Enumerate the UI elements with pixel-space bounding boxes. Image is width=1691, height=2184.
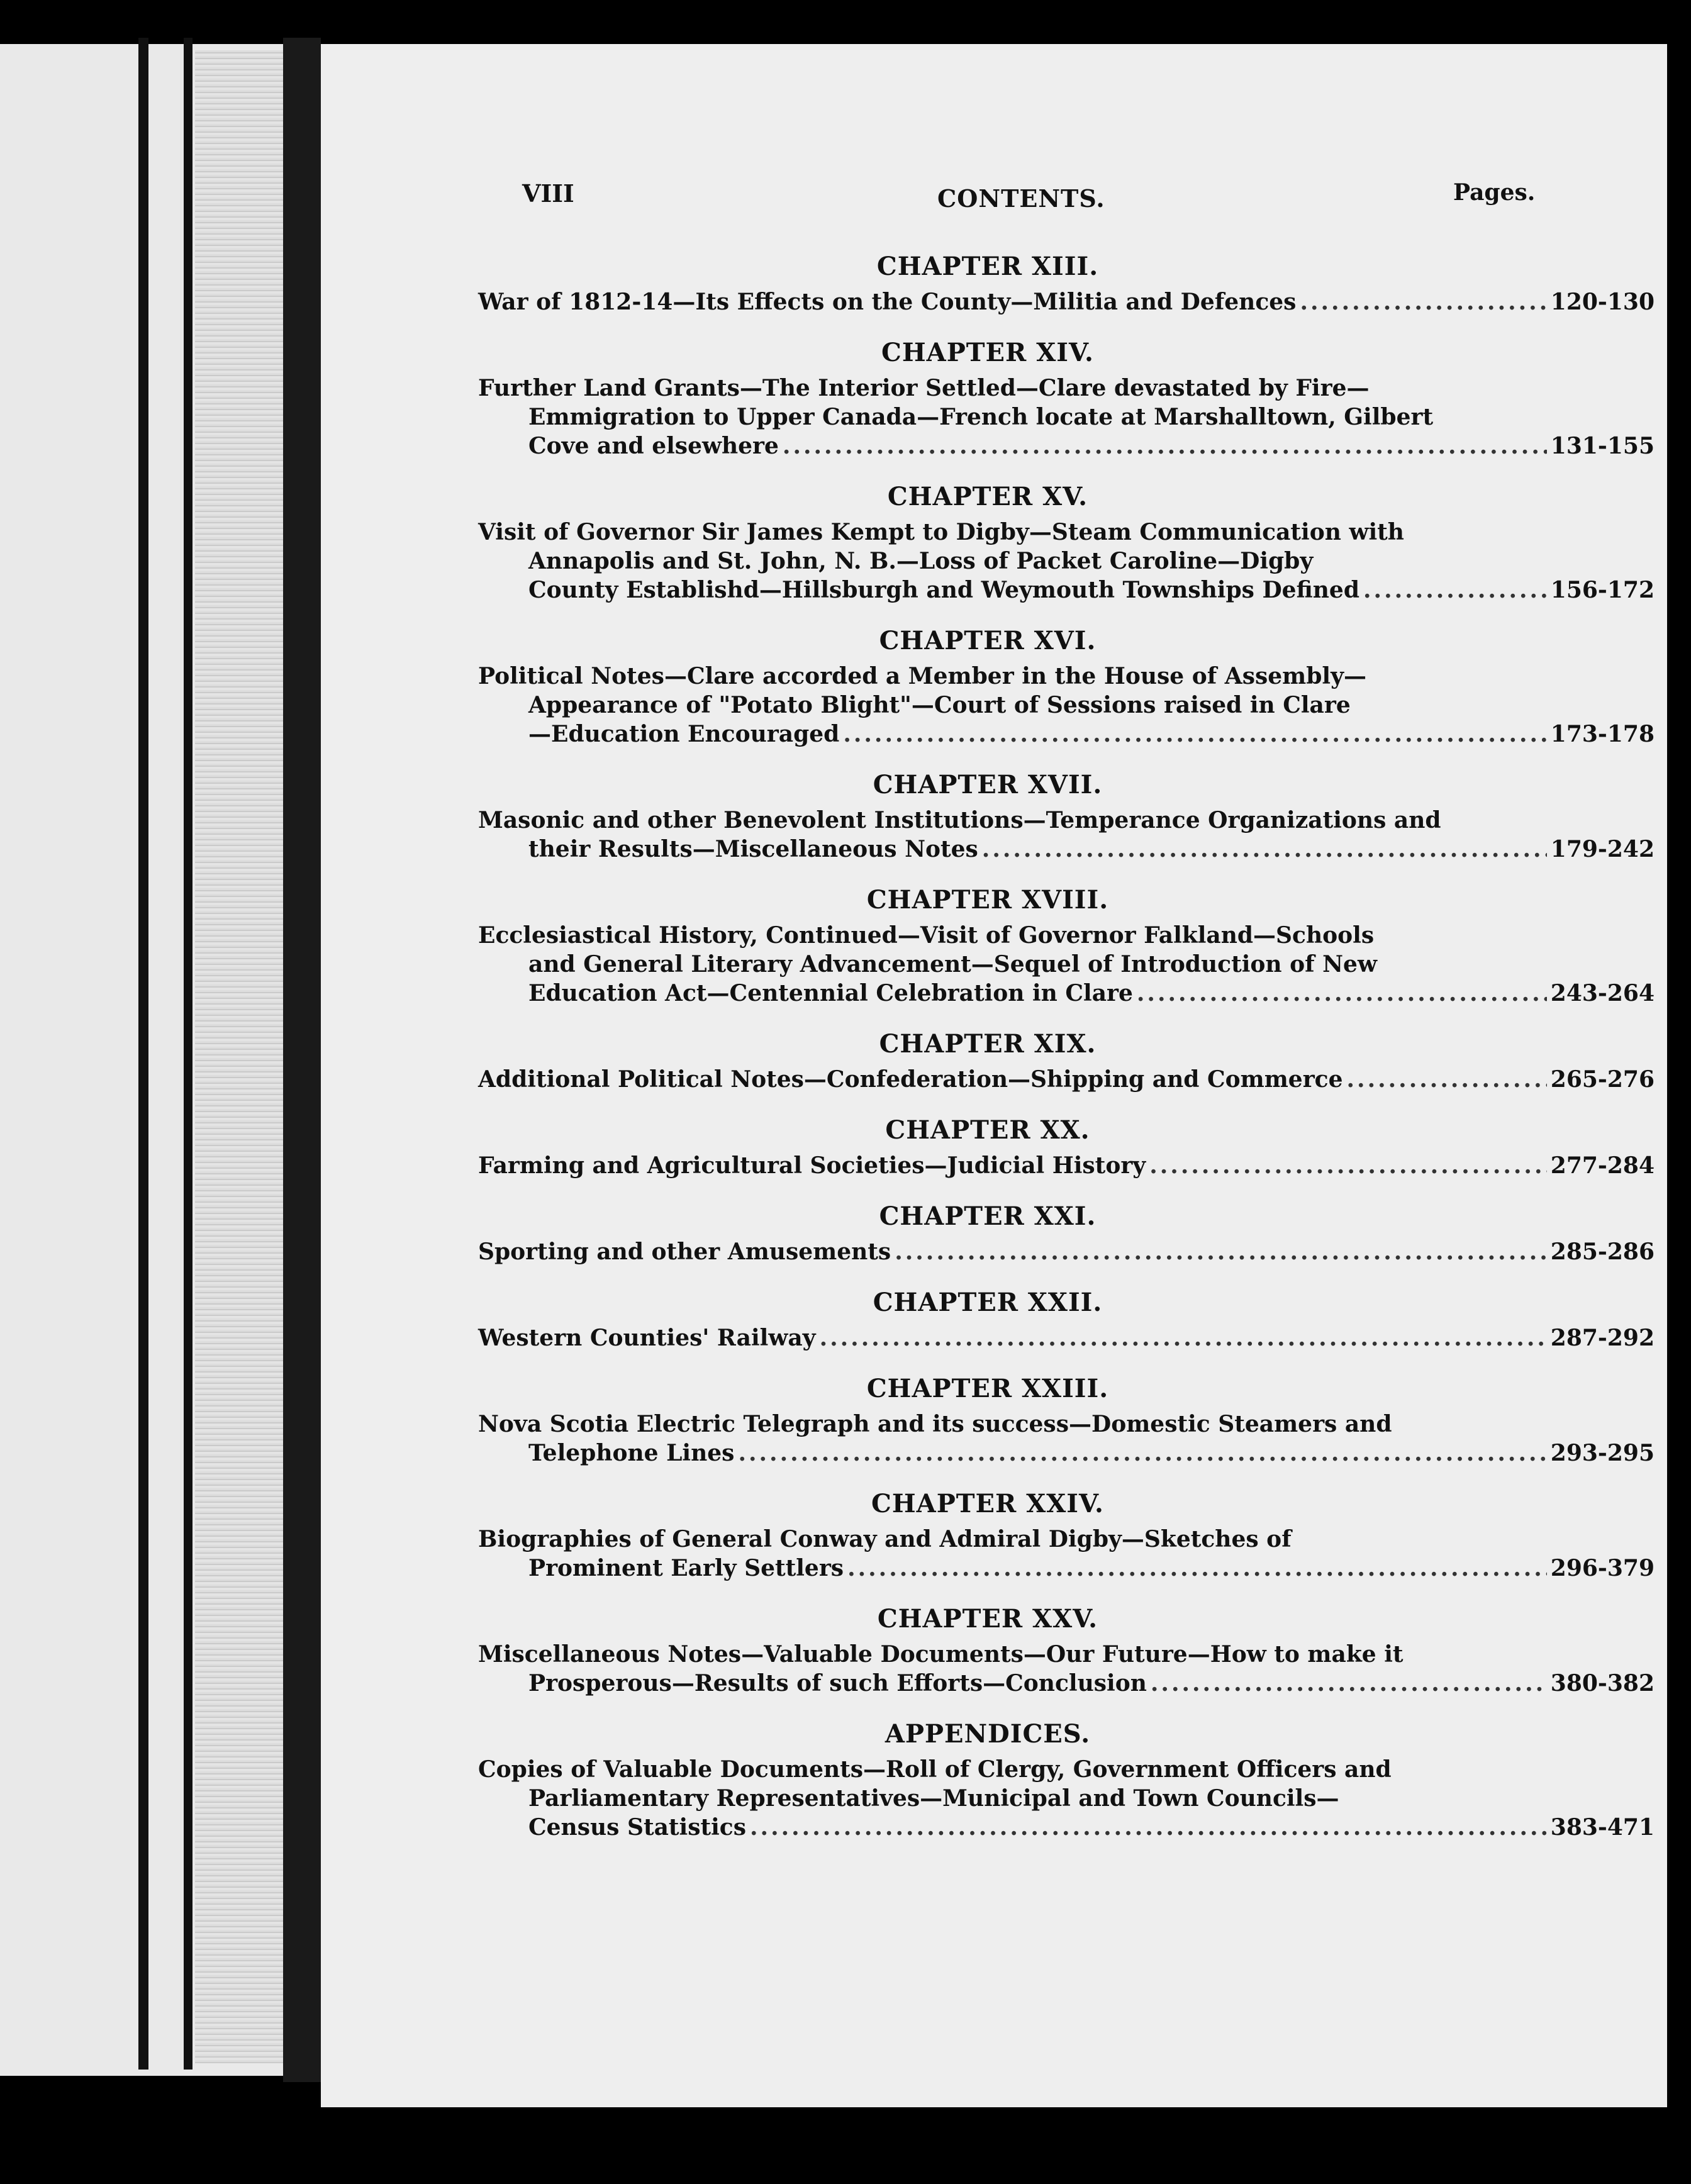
chapter-heading: CHAPTER XXI. <box>879 1201 1097 1231</box>
page-range: 265-276 <box>1550 1066 1655 1093</box>
table-of-contents <box>478 252 1655 1863</box>
description-line <box>478 1065 1655 1094</box>
dot-leader <box>847 1554 1547 1583</box>
toc-entry <box>478 1288 1655 1352</box>
description-text: Census Statistics <box>528 1814 746 1841</box>
description-line <box>478 1669 1655 1698</box>
chapter-heading: CHAPTER XVII. <box>873 770 1103 800</box>
page-range: 285-286 <box>1550 1239 1655 1265</box>
description-line <box>478 518 1655 547</box>
chapter-description <box>478 1640 1655 1698</box>
page-gutter-shadow <box>195 50 283 2063</box>
chapter-heading: CHAPTER XXV. <box>877 1604 1098 1634</box>
description-line <box>478 1755 1655 1784</box>
toc-entry <box>478 338 1655 460</box>
description-line <box>478 432 1655 460</box>
description-text: Prominent Early Settlers <box>528 1555 844 1581</box>
book-spine-shadow <box>283 38 321 2082</box>
dot-leader <box>1151 1669 1547 1698</box>
dot-leader <box>1149 1151 1547 1180</box>
chapter-description <box>478 806 1655 864</box>
description-text: Annapolis and St. John, N. B.—Loss of Packet Caroline—Digby <box>528 548 1314 574</box>
chapter-heading: CHAPTER XIX. <box>879 1029 1097 1059</box>
page-range: 179-242 <box>1550 836 1655 862</box>
toc-entry <box>478 770 1655 864</box>
description-line <box>478 720 1655 749</box>
description-text: and General Literary Advancement—Sequel of Introduction of New <box>528 951 1377 978</box>
description-line <box>478 403 1655 432</box>
film-edge-line <box>184 38 193 2070</box>
chapter-description <box>478 1237 1655 1266</box>
description-text: Nova Scotia Electric Telegraph and its success—Domestic Steamers and <box>478 1411 1392 1437</box>
chapter-description <box>478 1323 1655 1352</box>
toc-entry <box>478 885 1655 1008</box>
description-text: Telephone Lines <box>528 1440 735 1466</box>
description-text: their Results—Miscellaneous Notes <box>528 836 978 862</box>
page-range: 383-471 <box>1550 1814 1655 1841</box>
page-range: 287-292 <box>1550 1325 1655 1351</box>
description-text: Farming and Agricultural Societies—Judicial History <box>478 1152 1146 1179</box>
chapter-heading: CHAPTER XXII. <box>873 1288 1103 1317</box>
description-text: County Establishd—Hillsburgh and Weymouth Townships Defined <box>528 577 1359 603</box>
description-line <box>478 806 1655 835</box>
chapter-description <box>478 287 1655 316</box>
description-line <box>478 576 1655 604</box>
chapter-description <box>478 374 1655 460</box>
page-range: 380-382 <box>1550 1670 1655 1696</box>
chapter-heading: APPENDICES. <box>885 1719 1091 1749</box>
page-range: 156-172 <box>1550 577 1655 603</box>
description-text: —Education Encouraged <box>528 721 840 747</box>
page-range: 243-264 <box>1550 980 1655 1006</box>
description-line <box>478 1410 1655 1439</box>
dot-leader <box>1300 287 1546 316</box>
page-range: 293-295 <box>1550 1440 1655 1466</box>
description-text: Parliamentary Representatives—Municipal and Town Councils— <box>528 1785 1339 1812</box>
description-text: Sporting and other Amusements <box>478 1239 891 1265</box>
toc-entry <box>478 252 1655 316</box>
dot-leader <box>1137 979 1547 1008</box>
description-text: Copies of Valuable Documents—Roll of Clergy, Government Officers and <box>478 1756 1392 1783</box>
description-text: Appearance of "Potato Blight"—Court of Sessions raised in Clare <box>528 692 1351 718</box>
chapter-heading: CHAPTER XX. <box>885 1115 1090 1145</box>
chapter-heading: CHAPTER XV. <box>887 482 1088 511</box>
chapter-description <box>478 1525 1655 1583</box>
description-line <box>478 287 1655 316</box>
description-line <box>478 662 1655 691</box>
toc-entry <box>478 482 1655 604</box>
chapter-heading: CHAPTER XIII. <box>876 252 1099 281</box>
description-line <box>478 1784 1655 1813</box>
description-text: Prosperous—Results of such Efforts—Conclusion <box>528 1670 1147 1696</box>
toc-entry <box>478 1489 1655 1583</box>
chapter-heading: CHAPTER XXIV. <box>871 1489 1104 1518</box>
description-text: Biographies of General Conway and Admiral Digby—Sketches of <box>478 1526 1292 1552</box>
description-text: Further Land Grants—The Interior Settled—Clare devastated by Fire— <box>478 375 1370 401</box>
description-line <box>478 1640 1655 1669</box>
description-text: Western Counties' Railway <box>478 1325 816 1351</box>
toc-entry <box>478 1029 1655 1094</box>
description-line <box>478 979 1655 1008</box>
page-range: 120-130 <box>1550 289 1655 315</box>
page-range: 277-284 <box>1550 1152 1655 1179</box>
description-line <box>478 547 1655 576</box>
description-line <box>478 691 1655 720</box>
description-line <box>478 835 1655 864</box>
toc-entry <box>478 626 1655 749</box>
chapter-description <box>478 662 1655 749</box>
description-text: War of 1812-14—Its Effects on the County—Militia and Defences <box>478 289 1297 315</box>
chapter-description <box>478 921 1655 1008</box>
dot-leader <box>1347 1065 1547 1094</box>
running-title: CONTENTS. <box>937 184 1105 213</box>
chapter-description <box>478 1410 1655 1468</box>
dot-leader <box>738 1439 1546 1468</box>
dot-leader <box>895 1237 1547 1266</box>
page-number: VIII <box>522 179 574 208</box>
description-text: Masonic and other Benevolent Institutions—Temperance Organizations and <box>478 807 1441 833</box>
book-page <box>321 44 1667 2107</box>
page-range: 296-379 <box>1550 1555 1655 1581</box>
description-line <box>478 374 1655 403</box>
dot-leader <box>1363 576 1547 604</box>
page-header <box>321 179 1667 217</box>
dot-leader <box>750 1813 1547 1842</box>
chapter-heading: CHAPTER XXIII. <box>866 1374 1109 1403</box>
toc-entry <box>478 1374 1655 1468</box>
description-text: Education Act—Centennial Celebration in Clare <box>528 980 1133 1006</box>
pages-column-label: Pages. <box>1453 179 1536 206</box>
chapter-description <box>478 518 1655 604</box>
description-line <box>478 921 1655 950</box>
description-text: Additional Political Notes—Confederation—Shipping and Commerce <box>478 1066 1343 1093</box>
description-line <box>478 1439 1655 1468</box>
description-text: Ecclesiastical History, Continued—Visit of Governor Falkland—Schools <box>478 922 1375 949</box>
description-text: Cove and elsewhere <box>528 433 779 459</box>
dot-leader <box>820 1323 1547 1352</box>
page-range: 173-178 <box>1550 721 1655 747</box>
description-line <box>478 1813 1655 1842</box>
toc-entry <box>478 1719 1655 1842</box>
toc-entry <box>478 1115 1655 1180</box>
chapter-description <box>478 1065 1655 1094</box>
toc-entry <box>478 1604 1655 1698</box>
description-line <box>478 1323 1655 1352</box>
description-text: Miscellaneous Notes—Valuable Documents—Our Future—How to make it <box>478 1641 1404 1668</box>
chapter-description <box>478 1151 1655 1180</box>
toc-entry <box>478 1201 1655 1266</box>
description-line <box>478 1525 1655 1554</box>
page-range: 131-155 <box>1550 433 1655 459</box>
description-line <box>478 950 1655 979</box>
description-text: Emmigration to Upper Canada—French locate at Marshalltown, Gilbert <box>528 404 1434 430</box>
description-text: Visit of Governor Sir James Kempt to Digby—Steam Communication with <box>478 519 1404 545</box>
film-edge-line <box>138 38 148 2070</box>
chapter-heading: CHAPTER XIV. <box>881 338 1094 367</box>
dot-leader <box>843 720 1546 749</box>
dot-leader <box>982 835 1547 864</box>
chapter-heading: CHAPTER XVIII. <box>866 885 1109 915</box>
description-text: Political Notes—Clare accorded a Member in the House of Assembly— <box>478 663 1366 689</box>
dot-leader <box>783 432 1547 460</box>
chapter-description <box>478 1755 1655 1842</box>
description-line <box>478 1554 1655 1583</box>
chapter-heading: CHAPTER XVI. <box>879 626 1097 655</box>
description-line <box>478 1151 1655 1180</box>
description-line <box>478 1237 1655 1266</box>
